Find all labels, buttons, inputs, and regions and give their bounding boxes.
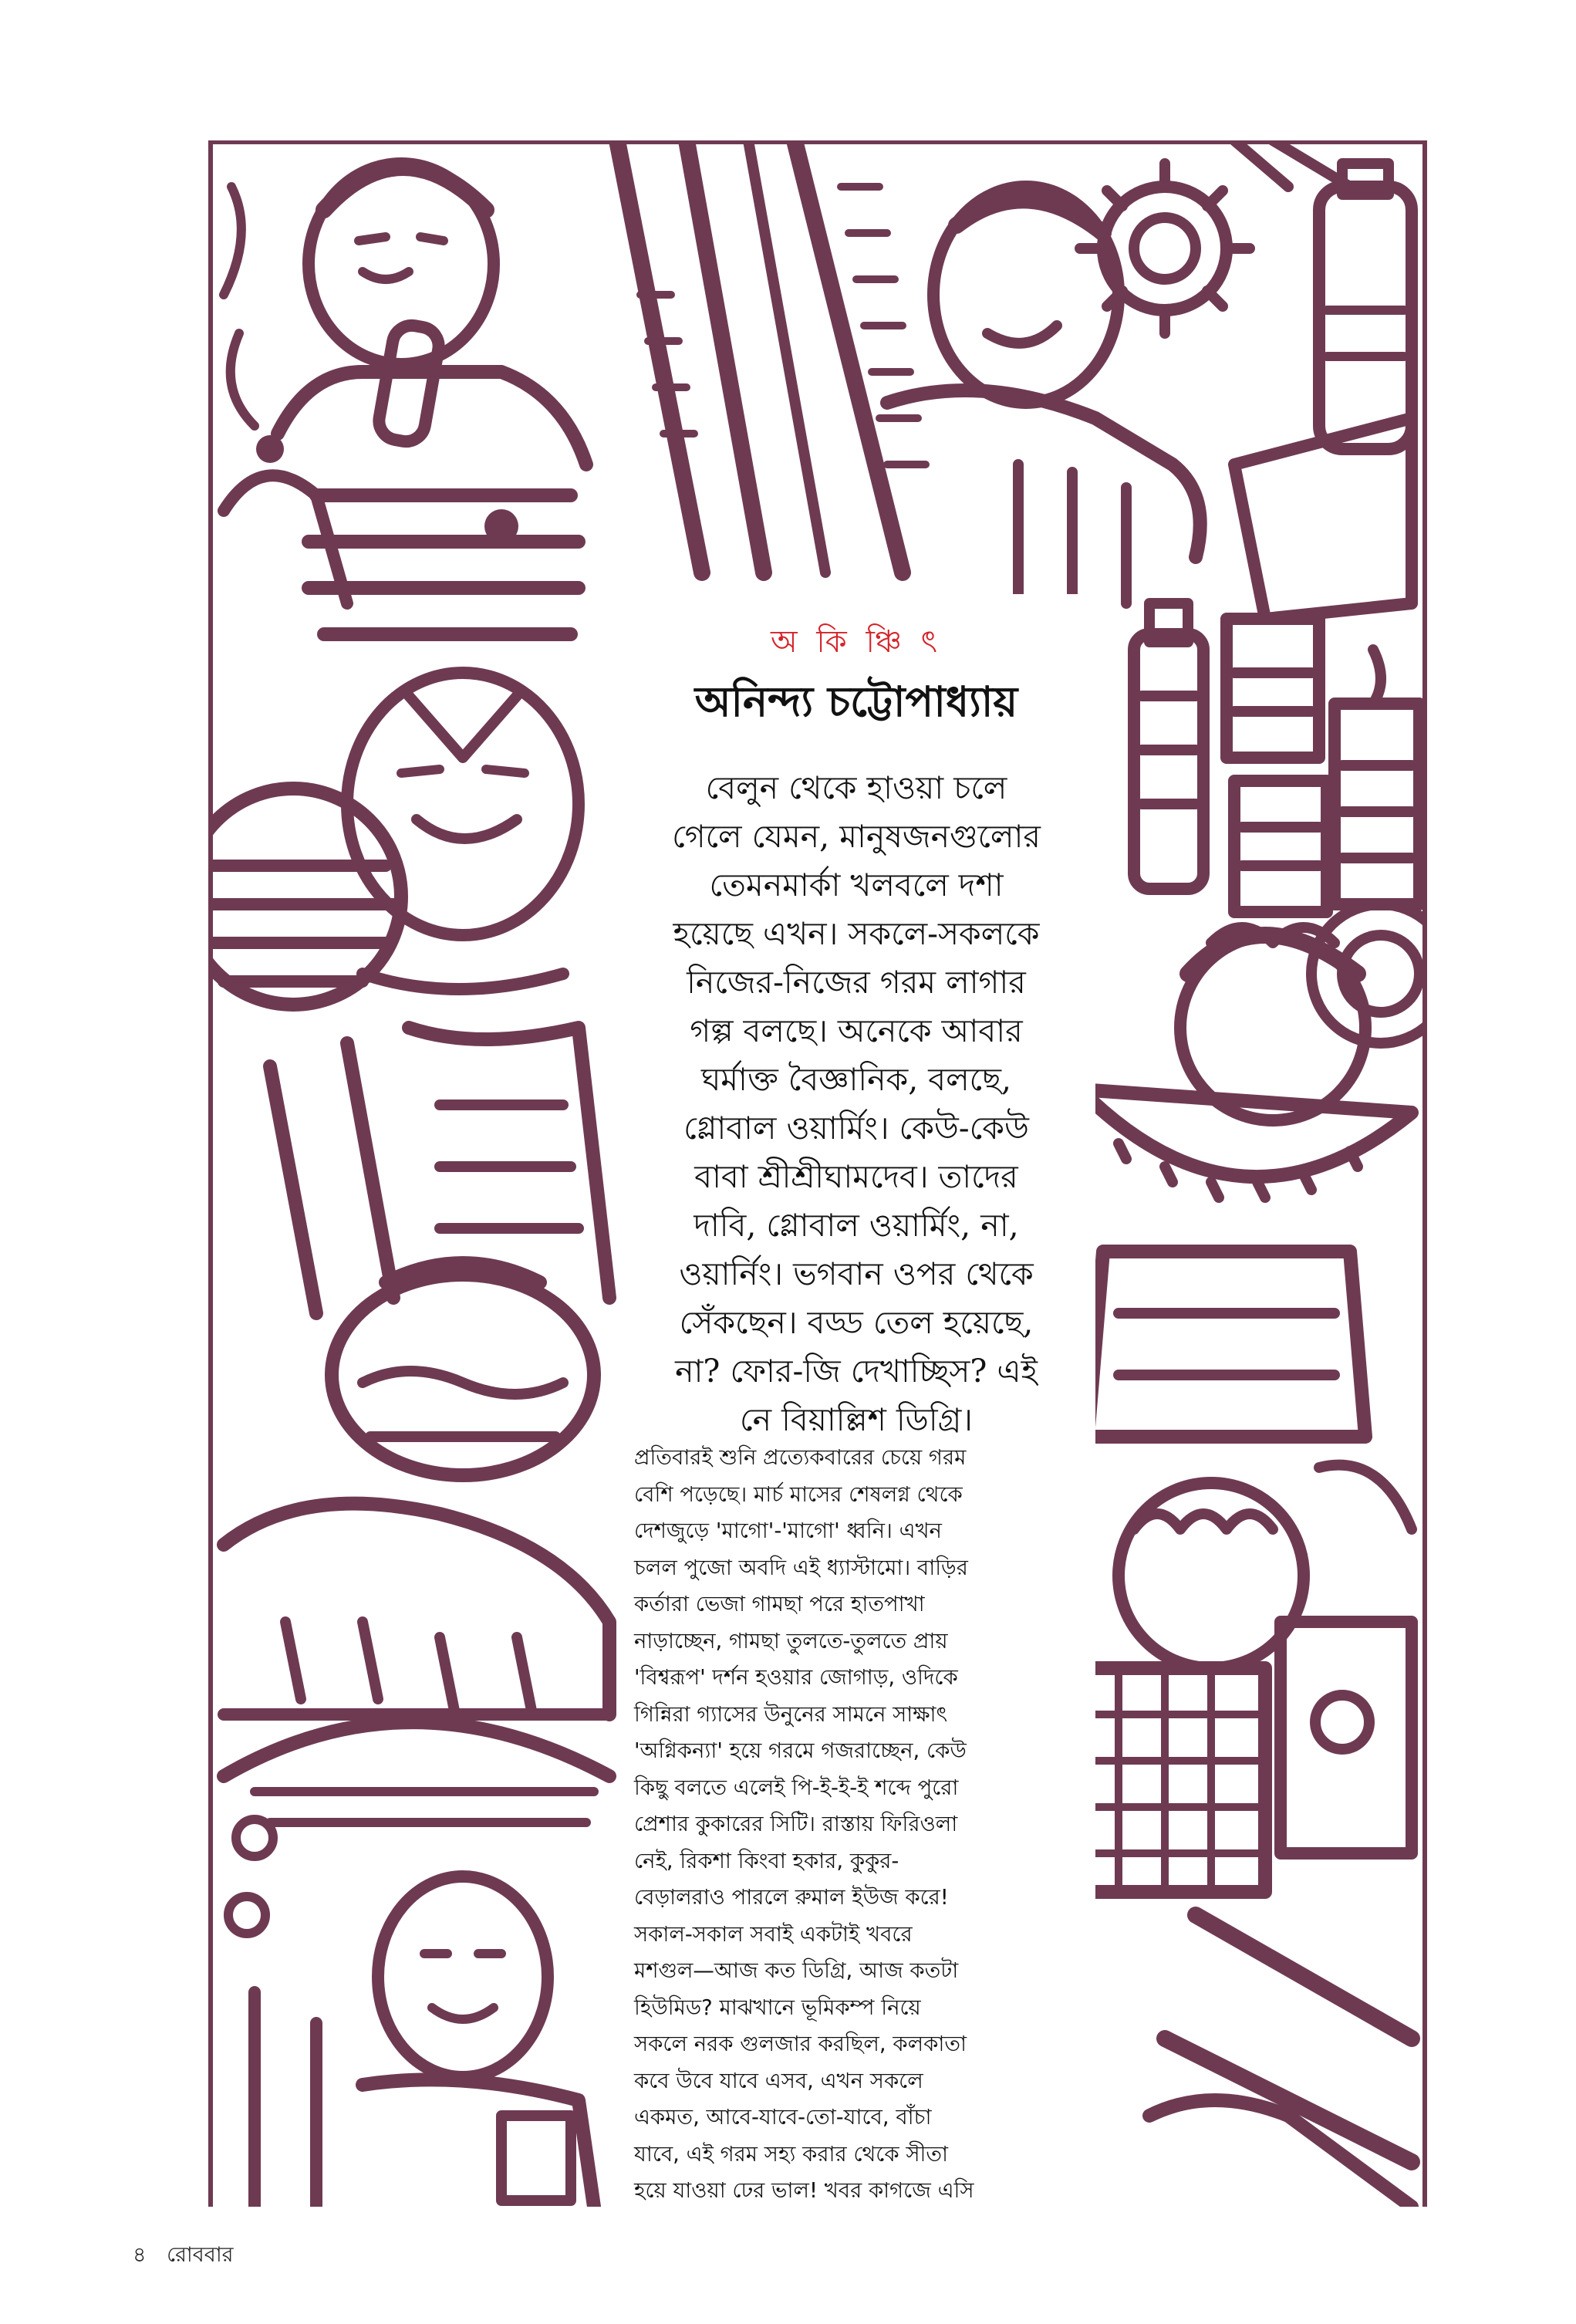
- body-line: মশগুল—আজ কত ডিগ্রি, আজ কতটা: [634, 1958, 959, 1983]
- lead-line: তেমনমার্কা খলবলে দশা: [709, 866, 1004, 904]
- body-line: কর্তারা ভেজা গামছা পরে হাতপাখা: [634, 1592, 925, 1616]
- body-line: নাড়াচ্ছেন, গামছা তুলতে-তুলতে প্রায়: [634, 1628, 948, 1653]
- lead-line: নিজের-নিজের গরম লাগার: [687, 964, 1026, 1001]
- lead-line: না? ফোর-জি দেখাচ্ছিস? এই: [675, 1353, 1038, 1390]
- body-line: নেই, রিকশা কিংবা হকার, কুকুর-: [634, 1848, 899, 1873]
- body-line: গিন্নিরা গ্যাসের উনুনের সামনে সাক্ষাৎ: [634, 1701, 948, 1727]
- lead-line: দাবি, গ্লোবাল ওয়ার্মিং, না,: [694, 1207, 1019, 1244]
- body-line: একমত, আবে-যাবে-তো-যাবে, বাঁচা: [634, 2105, 932, 2130]
- page-footer: [133, 2239, 234, 2274]
- body-line: কবে উবে যাবে এসব, এখন সকলে: [634, 2068, 923, 2093]
- body-line: সকলে নরক গুলজার করছিল, কলকাতা: [634, 2032, 967, 2056]
- body-line: হিউমিড? মাঝখানে ভূমিকম্প নিয়ে: [634, 1995, 921, 2020]
- body-line: বেড়ালরাও পারলে রুমাল ইউজ করে!: [634, 1885, 949, 1910]
- lead-line: বাবা শ্রীশ্রীঘামদেব। তাদের: [694, 1158, 1018, 1195]
- body-line: সকাল-সকাল সবাই একটাই খবরে: [634, 1921, 913, 1947]
- lead-line: সেঁকছেন। বড্ড তেল হয়েছে,: [679, 1304, 1034, 1341]
- lead-line: গল্প বলছে। অনেকে আবার: [690, 1012, 1023, 1049]
- body-line: যাবে, এই গরম সহ্য করার থেকে সীতা: [634, 2141, 948, 2167]
- author-name: অনিন্দ্য চট্টোপাধ্যায়: [694, 677, 1018, 726]
- lead-line: নে বিয়াল্লিশ ডিগ্রি।: [740, 1401, 973, 1438]
- body-line: প্রেশার কুকারের সিটি। রাস্তায় ফিরিওলা: [634, 1812, 958, 1836]
- lead-line: বেলুন থেকে হাওয়া চলে: [705, 769, 1007, 806]
- body-paragraph: [634, 1440, 1089, 2210]
- lead-line: গেলে যেমন, মানুষজনগুলোর: [672, 818, 1041, 855]
- body-line: 'বিশ্বরূপ' দর্শন হওয়ার জোগাড়, ওদিকে: [634, 1665, 958, 1690]
- publication-name: রোববার: [167, 2243, 234, 2267]
- body-line: দেশজুড়ে 'মাগো'-'মাগো' ধ্বনি। এখন: [634, 1518, 942, 1543]
- body-line: চলল পুজো অবদি এই ধ্যাস্টামো। বাড়ির: [634, 1555, 968, 1580]
- page-number: ৪: [133, 2243, 147, 2267]
- lead-line: ঘর্মাক্ত বৈজ্ঞানিক, বলছে,: [700, 1061, 1012, 1098]
- body-line: প্রতিবারই শুনি প্রত্যেকবারের চেয়ে গরম: [634, 1445, 967, 1470]
- column-name: অ কি ঞ্চি ৎ: [771, 624, 942, 660]
- body-line: কিছু বলতে এলেই পি-ই-ই-ই শব্দে পুরো: [634, 1775, 959, 1800]
- lead-line: গ্লোবাল ওয়ার্মিং। কেউ-কেউ: [683, 1110, 1029, 1147]
- body-line: হয়ে যাওয়া ঢের ভাল! খবর কাগজে এসি: [634, 2178, 974, 2203]
- body-line: বেশি পড়েছে। মার্চ মাসের শেষলগ্ন থেকে: [634, 1481, 963, 1507]
- lead-paragraph: [629, 764, 1084, 1444]
- lead-line: ওয়ার্নিং। ভগবান ওপর থেকে: [679, 1255, 1034, 1292]
- body-line: 'অগ্নিকন্যা' হয়ে গরমে গজরাচ্ছেন, কেউ: [634, 1738, 967, 1763]
- lead-line: হয়েছে এখন। সকলে-সকলকে: [673, 915, 1040, 952]
